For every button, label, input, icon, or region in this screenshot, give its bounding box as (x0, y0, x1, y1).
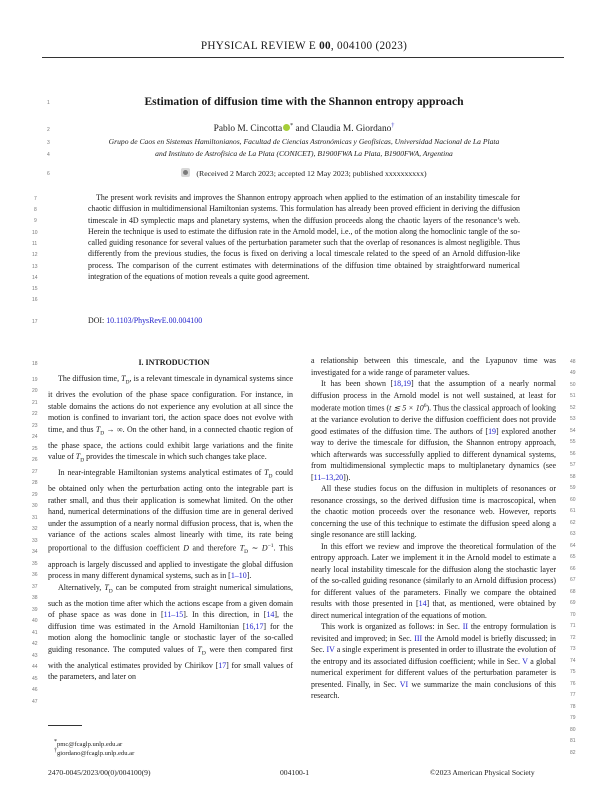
citation-link[interactable]: 14 (266, 610, 275, 620)
affiliation-line-2: and Instituto de Astrofísica de La Plata (CONICET), B1900FWA La Plata, B1900FWA, Argentina (155, 149, 453, 158)
line-number: 58 (570, 474, 576, 480)
line-number: 66 (570, 566, 576, 572)
author-giordano: and Claudia M. Giordano (293, 124, 392, 135)
line-number: 57 (570, 462, 576, 468)
journal-name: PHYSICAL REVIEW E (200, 40, 316, 52)
email-giordano[interactable]: giordano@fcaglp.unlp.edu.ar (57, 750, 135, 758)
line-number: 41 (32, 630, 38, 636)
author-cincotta: Pablo M. Cincotta (213, 124, 283, 135)
doi (88, 316, 202, 325)
right-column (311, 355, 556, 702)
line-number: 60 (570, 497, 576, 503)
paper-title: Estimation of diffusion time with the Shannon entropy approach (144, 95, 464, 108)
author-list (60, 123, 548, 134)
line-number: 27 (32, 469, 38, 475)
line-number: 39 (32, 607, 38, 613)
line-number: 49 (570, 370, 576, 376)
affiliation-line-1: Grupo de Caos en Sistemas Hamiltonianos, Facultad de Ciencias Astronómicas y Geofísicas, Universidad Nacional de La Plata (108, 137, 500, 146)
running-header (40, 40, 568, 52)
footnote-1: *pmc@fcaglp.unlp.edu.ar (54, 739, 123, 749)
line-number: 25 (32, 446, 38, 452)
line-number: 36 (32, 572, 38, 578)
line-number: 35 (32, 561, 38, 567)
footnote-2: †giordano@fcaglp.unlp.edu.ar (54, 748, 135, 758)
line-number: 22 (32, 411, 38, 417)
line-number: 33 (32, 538, 38, 544)
footer-copyright: ©2023 American Physical Society (430, 768, 535, 777)
section-link[interactable]: VI (399, 679, 409, 689)
line-number: 62 (570, 520, 576, 526)
line-number: 69 (570, 600, 576, 606)
line-number: 15 (32, 286, 38, 292)
section-heading: I. INTRODUCTION (138, 358, 210, 367)
line-number: 28 (32, 480, 38, 486)
line-number: 48 (570, 359, 576, 365)
email-cincotta[interactable]: pmc@fcaglp.unlp.edu.ar (57, 741, 123, 749)
line-number: 63 (570, 531, 576, 537)
footer-issn: 2470-0045/2023/00(0)/004100(9) (48, 768, 151, 777)
line-number: 31 (32, 515, 38, 521)
line-number: 21 (32, 400, 38, 406)
line-number: 29 (32, 492, 38, 498)
line-number: 26 (32, 457, 38, 463)
line-number: 78 (570, 704, 576, 710)
line-number: 11 (32, 241, 38, 247)
line-number: 12 (32, 252, 38, 258)
header-rule (42, 57, 564, 58)
footnote-mark[interactable]: * (290, 123, 294, 129)
paragraph: The diffusion time, $T_D$, is a relevant timescale in dynamical systems since it drives the evolution of the phase space configuration. For instance, in stable domains the actions do not experience any evolution at all since the motion is confined to invariant tori, the action space does not evolve with time, and thus $T_D$ → ∞. On the other hand, in a connected chaotic region of the phase space, the actions could exhibit large variations and the finite value of $T_D$ provides the timescale in which such changes take place. (48, 374, 294, 464)
line-number: 64 (570, 543, 576, 549)
citation-link[interactable]: 11–13,20 (313, 472, 344, 482)
citation-link[interactable]: 17 (218, 660, 227, 670)
line-number: 40 (32, 618, 38, 624)
line-number: 65 (570, 554, 576, 560)
doi-label: DOI: (88, 316, 107, 325)
line-number: 6 (47, 171, 50, 177)
line-number: 44 (32, 664, 38, 670)
paragraph: Alternatively, $T_D$ can be computed from straight numerical simulations, such as the motion time after which the actions escape from a given domain of phase space as was done in [11–15]. In this direction, in [14], the diffusion time was estimated in the Arnold Hamiltonian [16,17] for the motion along the homoclinic tangle or stochastic layer of the so-called guiding resonance. The computed values of $T_D$ were then compared first with the analytical estimates provided by Chirikov [17] for small values of the parameters, and later on (48, 582, 294, 682)
citation-link[interactable]: 1–10 (230, 571, 247, 581)
line-number: 43 (32, 653, 38, 659)
paragraph: This work is organized as follows: in Sec. II the entropy formulation is revisited and improved; in Sec. III the Arnold model is briefly discussed; in Sec. IV a single experiment is presented in order to illustrate the evolution of the entropy and its associated diffusion coefficient; while in Sec. V a global numerical experiment for different values of the perturbation parameter is presented. Finally, in Sec. VI we summarize the main conclusions of this research. (311, 622, 556, 701)
line-number: 71 (570, 623, 576, 629)
line-number: 18 (32, 361, 38, 367)
section-link[interactable]: II (462, 622, 468, 632)
line-number: 79 (570, 715, 576, 721)
line-number: 13 (32, 264, 38, 270)
line-number: 42 (32, 641, 38, 647)
paragraph: It has been shown [18,19] that the assumption of a nearly normal diffusion process in the Arnold model is not well sustained, at least for moderate motion times (t ≲ $5 \times 10^6$). Thus the classical approach of looking at the variance evolution to derive the diffusion coefficient does not provide good estimates of the diffusion time. The authors of [19] explored another way to derive the timescale for diffusion, the Shannon entropy approach, which afterwards was successfully applied to different dynamical systems, from multidimensional symplectic maps to multiplanetary dynamics (see [11–13,20]). (311, 379, 556, 482)
line-number: 61 (570, 508, 576, 514)
line-number: 80 (570, 727, 576, 733)
line-number: 52 (570, 405, 576, 411)
line-number: 17 (32, 319, 38, 325)
line-number: 23 (32, 423, 38, 429)
line-number: 82 (570, 750, 576, 756)
line-number: 72 (570, 635, 576, 641)
citation-link[interactable]: 18,19 (393, 379, 412, 388)
line-number: 34 (32, 549, 38, 555)
line-number: 24 (32, 434, 38, 440)
line-number: 7 (34, 196, 37, 202)
footnote-rule (48, 725, 82, 726)
line-number: 19 (32, 377, 38, 383)
section-link[interactable]: III (414, 633, 423, 643)
article-info: , 004100 (2023) (330, 40, 408, 52)
line-number: 50 (570, 382, 576, 388)
left-column (48, 373, 293, 683)
line-number: 38 (32, 595, 38, 601)
line-number: 74 (570, 658, 576, 664)
line-number: 56 (570, 451, 576, 457)
received-dates (60, 168, 548, 178)
journal-volume: 00 (319, 40, 331, 52)
line-number: 70 (570, 612, 576, 618)
line-number: 14 (32, 275, 38, 281)
check-for-updates-icon[interactable] (181, 168, 190, 177)
section-link[interactable]: V (522, 656, 528, 666)
line-number: 2 (47, 127, 50, 133)
footnote-mark[interactable]: † (391, 123, 395, 129)
line-number: 54 (570, 428, 576, 434)
line-number: 1 (47, 100, 50, 106)
line-number: 10 (32, 230, 38, 236)
line-number: 51 (570, 393, 576, 399)
paragraph: All these studies focus on the diffusion in multiplets of resonances or resonance crossings, so the derived diffusion time is macroscopical, when the chaotic motion proceeds over the resonance web. However, reports concerning the use of this technique to estimate the diffusion speed along a single resonance are still lacking. (311, 484, 556, 540)
line-number: 67 (570, 577, 576, 583)
abstract: The present work revisits and improves the Shannon entropy approach when applied to the estimation of an instability timescale for chaotic diffusion in multidimensional Hamiltonian systems. This formulation has already been proved efficient in deriving the diffusion timescale in 4D symplectic maps and planetary systems, when the diffusion proceeds along the chaotic layers of the resonance’s web. Herein the technique is used to estimate the diffusion rate in the Arnold model, i.e., of the motion along the homoclinic tangle of the so-called guiding resonance for several values of the perturbation parameter such that the overlap of resonances is almost negligible. Thus differently from the previous studies, the focus is fixed on deriving a local timescale related to the speed of an Arnold diffusion-like process. The comparison of the current estimates with determinations of the diffusion time obtained by straightforward numerical integration of the equations of motion reveals a quite good agreement. (88, 193, 520, 281)
line-number: 32 (32, 526, 38, 532)
received-text: (Received 2 March 2023; accepted 12 May 2023; published xxxxxxxxxx) (196, 169, 427, 178)
citation-link[interactable]: 16,17 (245, 621, 264, 631)
line-number: 73 (570, 646, 576, 652)
line-number: 3 (47, 140, 50, 146)
line-number: 8 (34, 207, 37, 213)
line-number: 16 (32, 297, 38, 303)
line-number: 55 (570, 439, 576, 445)
paragraph: a relationship between this timescale, and the Lyapunov time was investigated for a wide range of parameter values. (311, 356, 556, 377)
doi-link[interactable]: 10.1103/PhysRevE.00.004100 (106, 316, 203, 325)
line-number: 53 (570, 416, 576, 422)
paragraph: In near-integrable Hamiltonian systems analytical estimates of $T_D$ could be obtained only when the perturbation acting onto the integrable part is rather small, and thus their application is somewhat limited. On the other hand, numerical determinations of the diffusion time are in general derived under the assumption of a nearly normal diffusion process, that is, when the variance of the actions scales almost linearly with time, its rate being proportional to the diffusion coefficient D and therefore $T_D$ ∼ $D^{-1}$. This approach is largely discussed and applied to investigate the global diffusion process in many different dynamical systems, such as in [1–10]. (48, 468, 293, 581)
line-number: 76 (570, 681, 576, 687)
line-number: 37 (32, 584, 38, 590)
citation-link[interactable]: 11–15 (163, 610, 184, 620)
line-number: 59 (570, 485, 576, 491)
line-number: 20 (32, 388, 38, 394)
line-number: 81 (570, 738, 576, 744)
line-number: 45 (32, 676, 38, 682)
footer-page-number: 004100-1 (280, 768, 310, 777)
paragraph: In this effort we review and improve the theoretical formulation of the entropy approach. Later we implement it in the Arnold model to estimate a nearly local instability timescale for the diffusion along the stochastic layer of the so-called guiding resonance (similarly to an Arnold diffusion process) for different values of the parameters. Finally we compare the obtained results with those presented in [14] that, as mentioned, were obtained by direct numerical integration of the equations of motion. (311, 541, 557, 620)
line-number: 46 (32, 687, 38, 693)
line-number: 30 (32, 503, 38, 509)
line-number: 68 (570, 589, 576, 595)
line-number: 9 (34, 218, 37, 224)
line-number: 75 (570, 669, 576, 675)
section-link[interactable]: IV (326, 645, 335, 655)
citation-link[interactable]: 14 (418, 599, 427, 609)
line-number: 47 (32, 699, 38, 705)
line-number: 4 (47, 152, 50, 158)
line-number: 77 (570, 692, 576, 698)
citation-link[interactable]: 19 (488, 426, 497, 436)
